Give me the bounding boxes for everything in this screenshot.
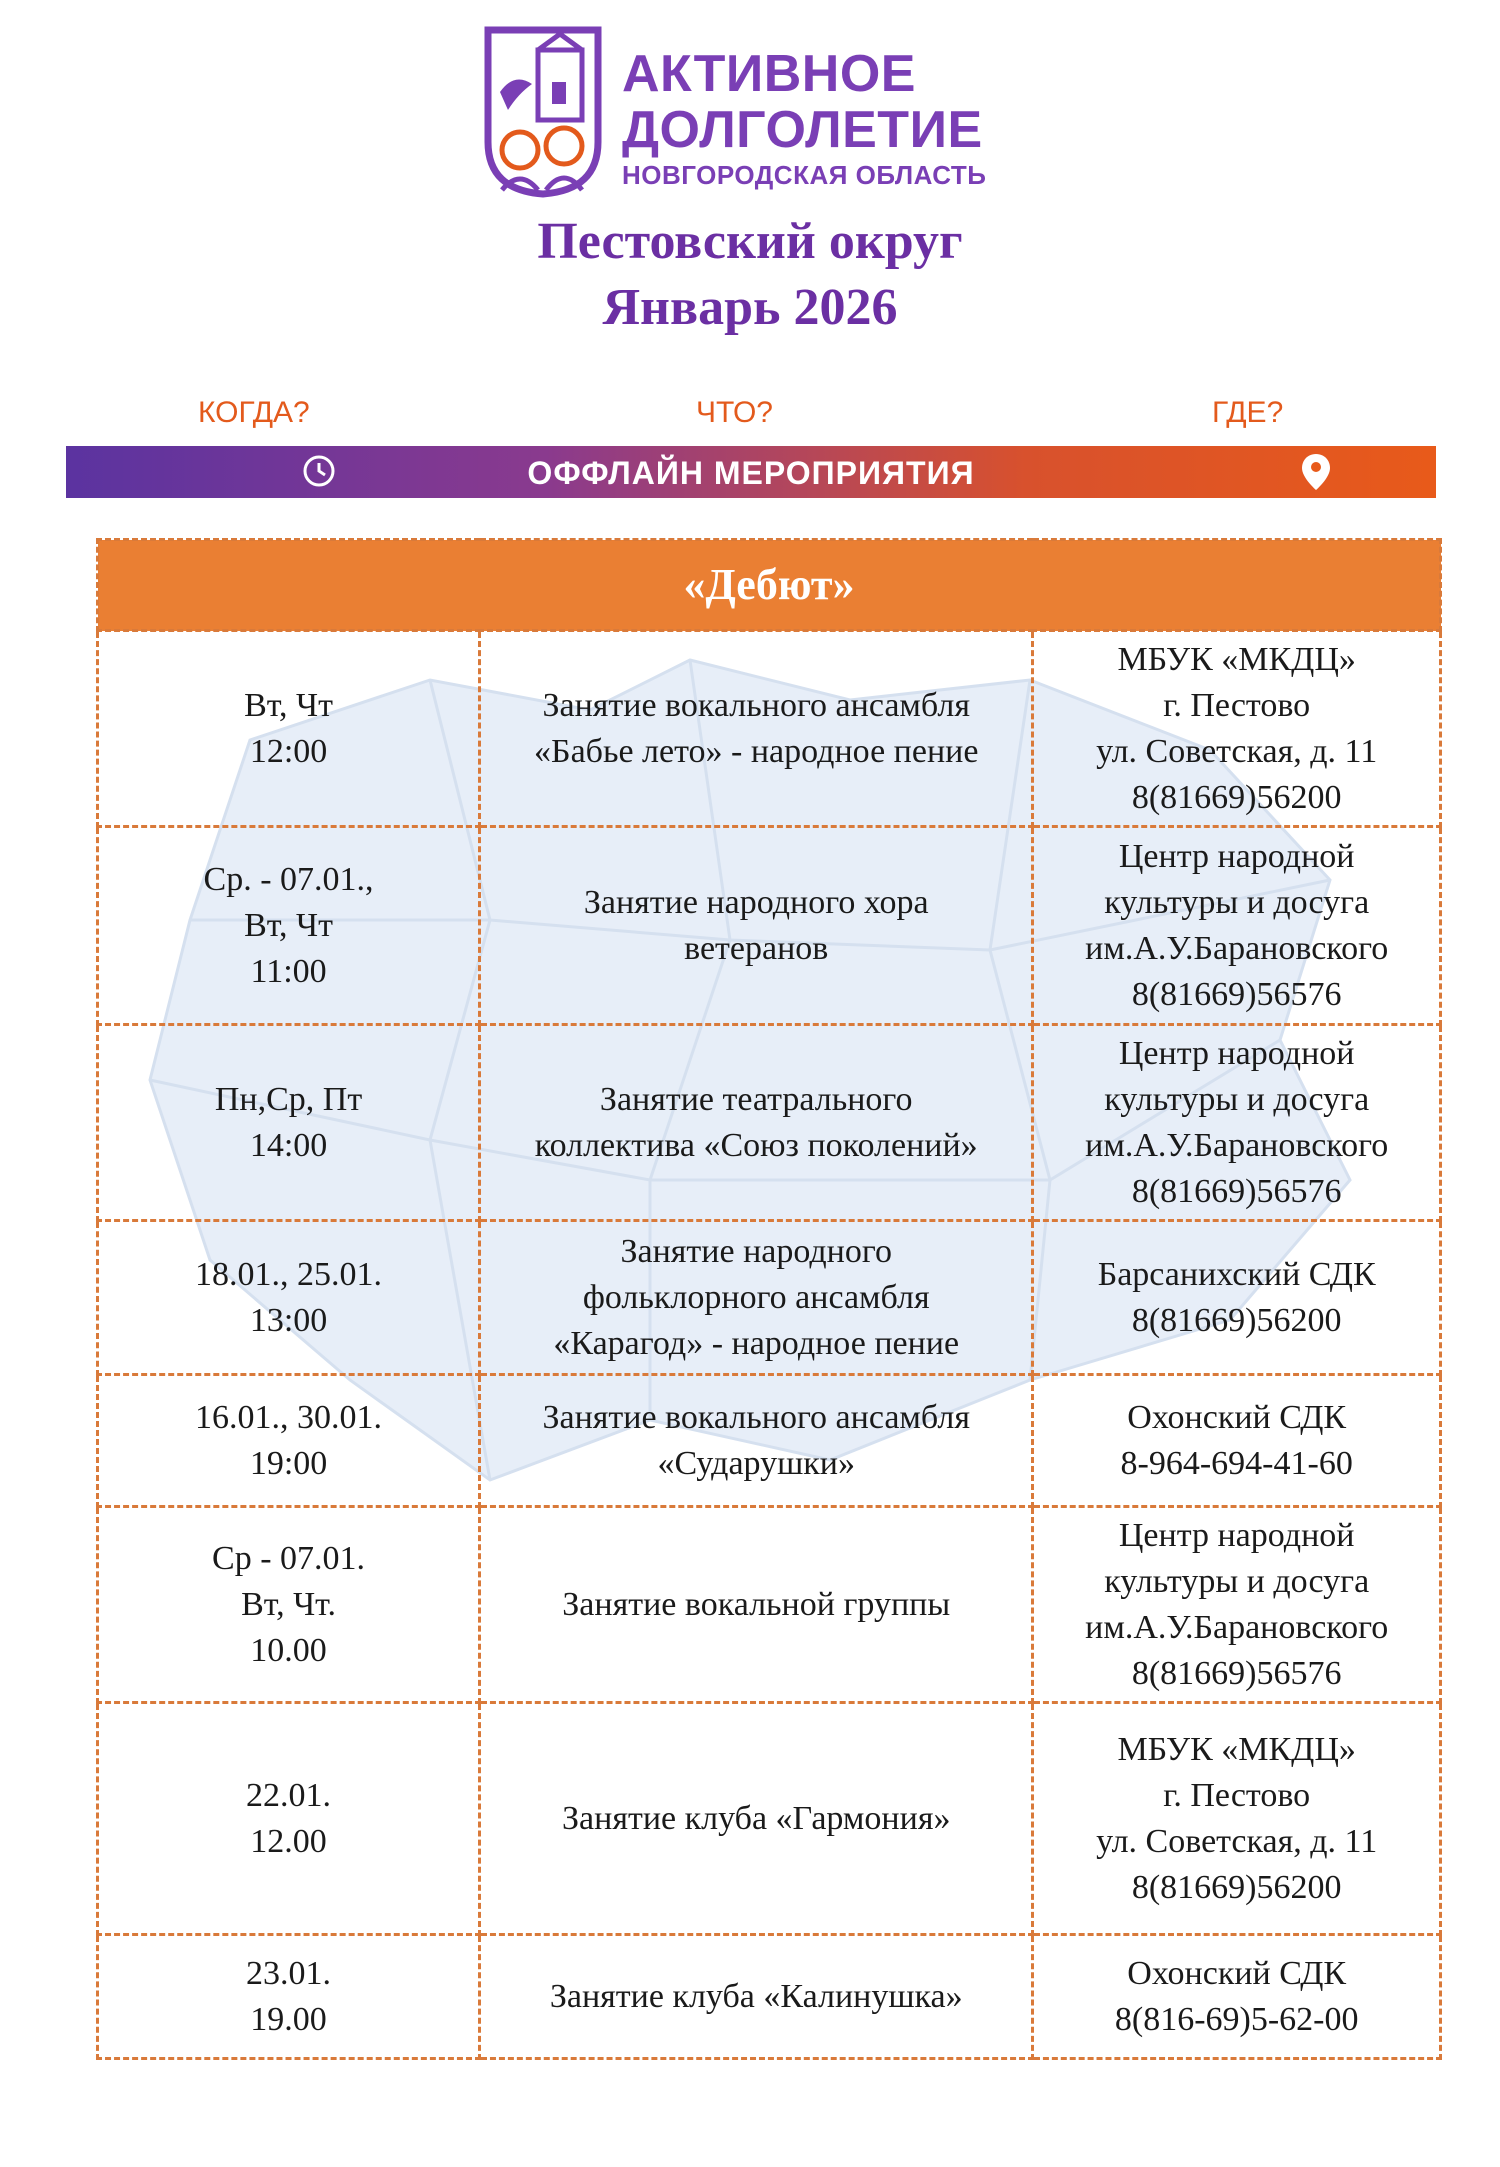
cell-when <box>98 1375 480 1507</box>
where-line: Охонский СДК <box>1127 1954 1347 1992</box>
what-line: Занятие клуба «Гармония» <box>562 1799 951 1837</box>
table-row <box>98 1221 1441 1375</box>
cell-what <box>480 1935 1033 2059</box>
label-what: ЧТО? <box>696 396 773 429</box>
where-line: г. Пестово <box>1163 1776 1311 1814</box>
when-line: 22.01. <box>246 1776 332 1814</box>
when-line: Пн,Ср, Пт <box>214 1080 363 1118</box>
where-line: МБУК «МКДЦ» <box>1117 1730 1356 1768</box>
where-line: 8(81669)56200 <box>1131 1301 1342 1339</box>
cell-where <box>1033 1025 1441 1221</box>
table-row <box>98 631 1441 827</box>
cell-what <box>480 1507 1033 1703</box>
cell-what <box>480 631 1033 827</box>
cell-when <box>98 1507 480 1703</box>
where-line: им.А.У.Барановского <box>1085 1126 1389 1164</box>
when-line: 13:00 <box>249 1301 328 1339</box>
where-line: Барсанихский СДК <box>1097 1255 1376 1293</box>
what-line: Занятие вокального ансамбля <box>542 1398 970 1436</box>
cell-where <box>1033 1935 1441 2059</box>
label-where: ГДЕ? <box>1212 396 1284 429</box>
table-row <box>98 1375 1441 1507</box>
where-line: им.А.У.Барановского <box>1085 1608 1389 1646</box>
when-line: 19.00 <box>250 2000 327 2038</box>
where-line: культуры и досуга <box>1104 1080 1370 1118</box>
table-row <box>98 1507 1441 1703</box>
when-line: 18.01., 25.01. <box>195 1255 383 1293</box>
where-line: Центр народной <box>1118 837 1355 875</box>
where-line: ул. Советская, д. 11 <box>1096 1822 1378 1860</box>
when-line: 14:00 <box>249 1126 328 1164</box>
label-when: КОГДА? <box>198 396 310 429</box>
table-row <box>98 827 1441 1025</box>
when-line: Вт, Чт. <box>241 1585 336 1623</box>
what-line: Занятие вокального ансамбля <box>542 686 970 724</box>
cell-when <box>98 1025 480 1221</box>
cell-where <box>1033 1221 1441 1375</box>
cell-where <box>1033 1507 1441 1703</box>
location-pin-icon <box>1300 452 1332 492</box>
where-line: Центр народной <box>1118 1516 1355 1554</box>
cell-what <box>480 1375 1033 1507</box>
cell-what <box>480 1221 1033 1375</box>
what-line: Занятие народного хора <box>583 883 929 921</box>
what-line: Занятие вокальной группы <box>562 1585 951 1623</box>
what-line: «Сударушки» <box>657 1444 855 1482</box>
when-line: Ср - 07.01. <box>212 1539 366 1577</box>
what-line: фольклорного ансамбля <box>582 1278 930 1316</box>
where-line: культуры и досуга <box>1104 1562 1370 1600</box>
when-line: Ср. - 07.01., <box>203 860 374 898</box>
what-line: «Бабье лето» - народное пение <box>534 732 979 770</box>
when-line: Вт, Чт <box>244 906 334 944</box>
page-title-month: Январь 2026 <box>602 279 898 336</box>
where-line: 8(81669)56576 <box>1131 975 1342 1013</box>
table-row <box>98 1025 1441 1221</box>
table-row <box>98 1935 1441 2059</box>
logo-line-1: АКТИВНОЕ <box>622 45 916 103</box>
cell-where <box>1033 827 1441 1025</box>
cell-when <box>98 827 480 1025</box>
cell-what <box>480 827 1033 1025</box>
what-line: Занятие клуба «Калинушка» <box>549 1977 963 2015</box>
when-line: 12.00 <box>250 1822 327 1860</box>
where-line: им.А.У.Барановского <box>1085 929 1389 967</box>
where-line: 8(81669)56200 <box>1131 778 1342 816</box>
what-line: ветеранов <box>684 929 829 967</box>
logo-text <box>622 46 986 192</box>
when-line: 16.01., 30.01. <box>195 1398 383 1436</box>
where-line: г. Пестово <box>1163 686 1311 724</box>
where-line: 8(81669)56200 <box>1131 1868 1342 1906</box>
cell-what <box>480 1703 1033 1935</box>
logo-line-2: ДОЛГОЛЕТИЕ <box>622 101 983 159</box>
page-title-district: Пестовский округ <box>537 213 963 270</box>
where-line: 8-964-694-41-60 <box>1120 1444 1353 1482</box>
cell-where <box>1033 1375 1441 1507</box>
offline-events-banner <box>66 446 1436 498</box>
where-line: Центр народной <box>1118 1034 1355 1072</box>
when-line: 11:00 <box>250 952 327 990</box>
table-row <box>98 1703 1441 1935</box>
where-line: культуры и досуга <box>1104 883 1370 921</box>
when-line: 23.01. <box>246 1954 332 1992</box>
where-line: Охонский СДК <box>1127 1398 1347 1436</box>
when-line: 10.00 <box>250 1631 327 1669</box>
where-line: 8(81669)56576 <box>1131 1654 1342 1692</box>
where-line: 8(816-69)5-62-00 <box>1114 2000 1359 2038</box>
table-heading: «Дебют» <box>98 540 1441 631</box>
cell-when <box>98 1935 480 2059</box>
when-line: 19:00 <box>249 1444 328 1482</box>
cell-when <box>98 1703 480 1935</box>
when-line: Вт, Чт <box>244 686 334 724</box>
what-line: «Карагод» - народное пение <box>553 1324 960 1362</box>
logo-line-3: НОВГОРОДСКАЯ ОБЛАСТЬ <box>622 160 987 190</box>
cell-where <box>1033 1703 1441 1935</box>
banner-label: ОФФЛАЙН МЕРОПРИЯТИЯ <box>527 455 975 491</box>
cell-when <box>98 631 480 827</box>
where-line: 8(81669)56576 <box>1131 1172 1342 1210</box>
what-line: Занятие театрального <box>599 1080 913 1118</box>
what-line: Занятие народного <box>620 1232 892 1270</box>
where-line: ул. Советская, д. 11 <box>1096 732 1378 770</box>
cell-where <box>1033 631 1441 827</box>
cell-when <box>98 1221 480 1375</box>
cell-what <box>480 1025 1033 1221</box>
when-line: 12:00 <box>249 732 328 770</box>
events-table <box>96 538 1442 2060</box>
what-line: коллектива «Союз поколений» <box>534 1126 978 1164</box>
where-line: МБУК «МКДЦ» <box>1117 640 1356 678</box>
logo <box>478 22 1038 200</box>
logo-emblem-icon <box>478 22 608 200</box>
